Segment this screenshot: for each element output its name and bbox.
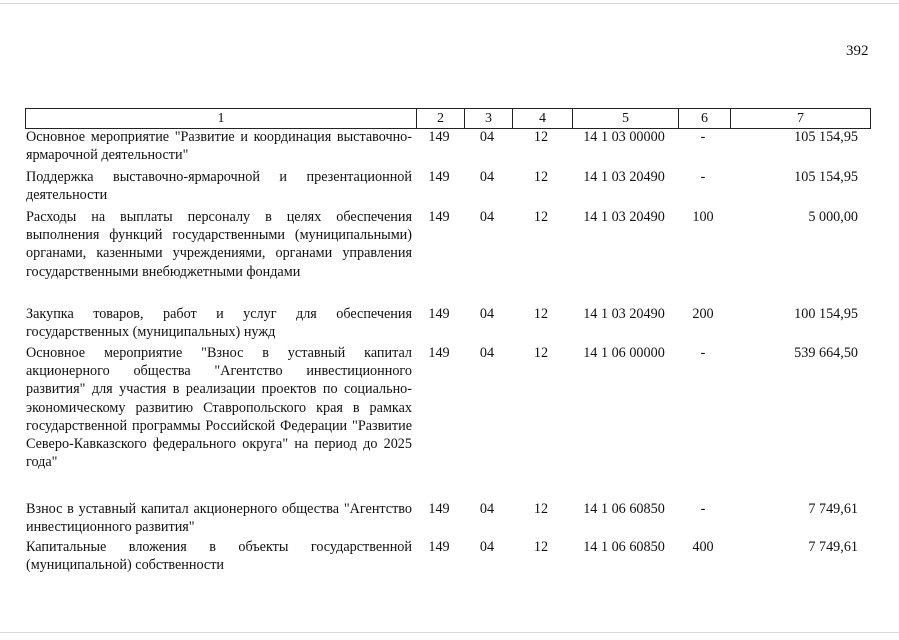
row-pr: 12 [533, 129, 549, 145]
row-csr: 14 1 03 20490 [583, 209, 665, 225]
row-csr: 14 1 03 20490 [583, 169, 665, 185]
row-rz: 04 [479, 129, 495, 145]
row-csr: 14 1 03 20490 [583, 306, 665, 322]
row-ved: 149 [428, 129, 450, 145]
row-name: Капитальные вложения в объекты государственной (муниципальной) собственности [26, 539, 412, 574]
row-rz: 04 [479, 306, 495, 322]
row-csr: 14 1 03 00000 [583, 129, 665, 145]
row-ved: 149 [428, 306, 450, 322]
row-rz: 04 [479, 345, 495, 361]
row-ved: 149 [428, 501, 450, 517]
row-pr: 12 [533, 345, 549, 361]
header-col-3: 3 [465, 109, 513, 129]
row-vr: 100 [692, 209, 714, 225]
header-col-1: 1 [26, 109, 417, 129]
row-rz: 04 [479, 539, 495, 555]
scan-top-edge [0, 3, 899, 4]
table-header [25, 108, 871, 129]
row-sum: 7 749,61 [808, 539, 858, 555]
header-row [26, 109, 871, 129]
row-ved: 149 [428, 539, 450, 555]
row-sum: 7 749,61 [808, 501, 858, 517]
row-vr: 400 [692, 539, 714, 555]
row-csr: 14 1 06 00000 [583, 345, 665, 361]
row-pr: 12 [533, 209, 549, 225]
row-ved: 149 [428, 209, 450, 225]
row-name: Расходы на выплаты персоналу в целях обеспечения выполнения функций государственными (муниципальными) органами, казенными учреждениями, органами управления государственными внебюджетными фондами [26, 209, 412, 280]
row-sum: 5 000,00 [808, 209, 858, 225]
row-vr: 200 [692, 306, 714, 322]
header-col-7: 7 [731, 109, 871, 129]
row-rz: 04 [479, 209, 495, 225]
header-col-5: 5 [573, 109, 679, 129]
row-name: Взнос в уставный капитал акционерного общества "Агентство инвестиционного развития" [26, 501, 412, 536]
row-rz: 04 [479, 169, 495, 185]
page-number: 392 [846, 43, 869, 59]
row-csr: 14 1 06 60850 [583, 539, 665, 555]
row-name: Основное мероприятие "Взнос в уставный капитал акционерного общества "Агентство инвестиционного развития" для участия в реализации проектов по социально-экономическому развитию Ставропольского края в рамках государственной программы Российской Федерации "Развитие Северо-Кавказского федерального округа" на период до 2025 года" [26, 345, 412, 471]
header-col-2: 2 [417, 109, 465, 129]
row-name: Основное мероприятие "Развитие и координация выставочно-ярмарочной деятельности" [26, 129, 412, 164]
row-vr: - [700, 129, 706, 145]
row-pr: 12 [533, 169, 549, 185]
row-vr: - [700, 501, 706, 517]
row-csr: 14 1 06 60850 [583, 501, 665, 517]
row-vr: - [700, 345, 706, 361]
row-pr: 12 [533, 306, 549, 322]
row-name: Поддержка выставочно-ярмарочной и презентационной деятельности [26, 169, 412, 204]
header-col-4: 4 [513, 109, 573, 129]
row-sum: 100 154,95 [794, 306, 858, 322]
row-sum: 105 154,95 [794, 169, 858, 185]
header-col-6: 6 [679, 109, 731, 129]
row-vr: - [700, 169, 706, 185]
row-rz: 04 [479, 501, 495, 517]
row-sum: 105 154,95 [794, 129, 858, 145]
row-pr: 12 [533, 501, 549, 517]
row-name: Закупка товаров, работ и услуг для обеспечения государственных (муниципальных) нужд [26, 306, 412, 341]
row-sum: 539 664,50 [794, 345, 858, 361]
row-pr: 12 [533, 539, 549, 555]
row-ved: 149 [428, 169, 450, 185]
scan-bottom-edge [0, 632, 899, 633]
row-ved: 149 [428, 345, 450, 361]
